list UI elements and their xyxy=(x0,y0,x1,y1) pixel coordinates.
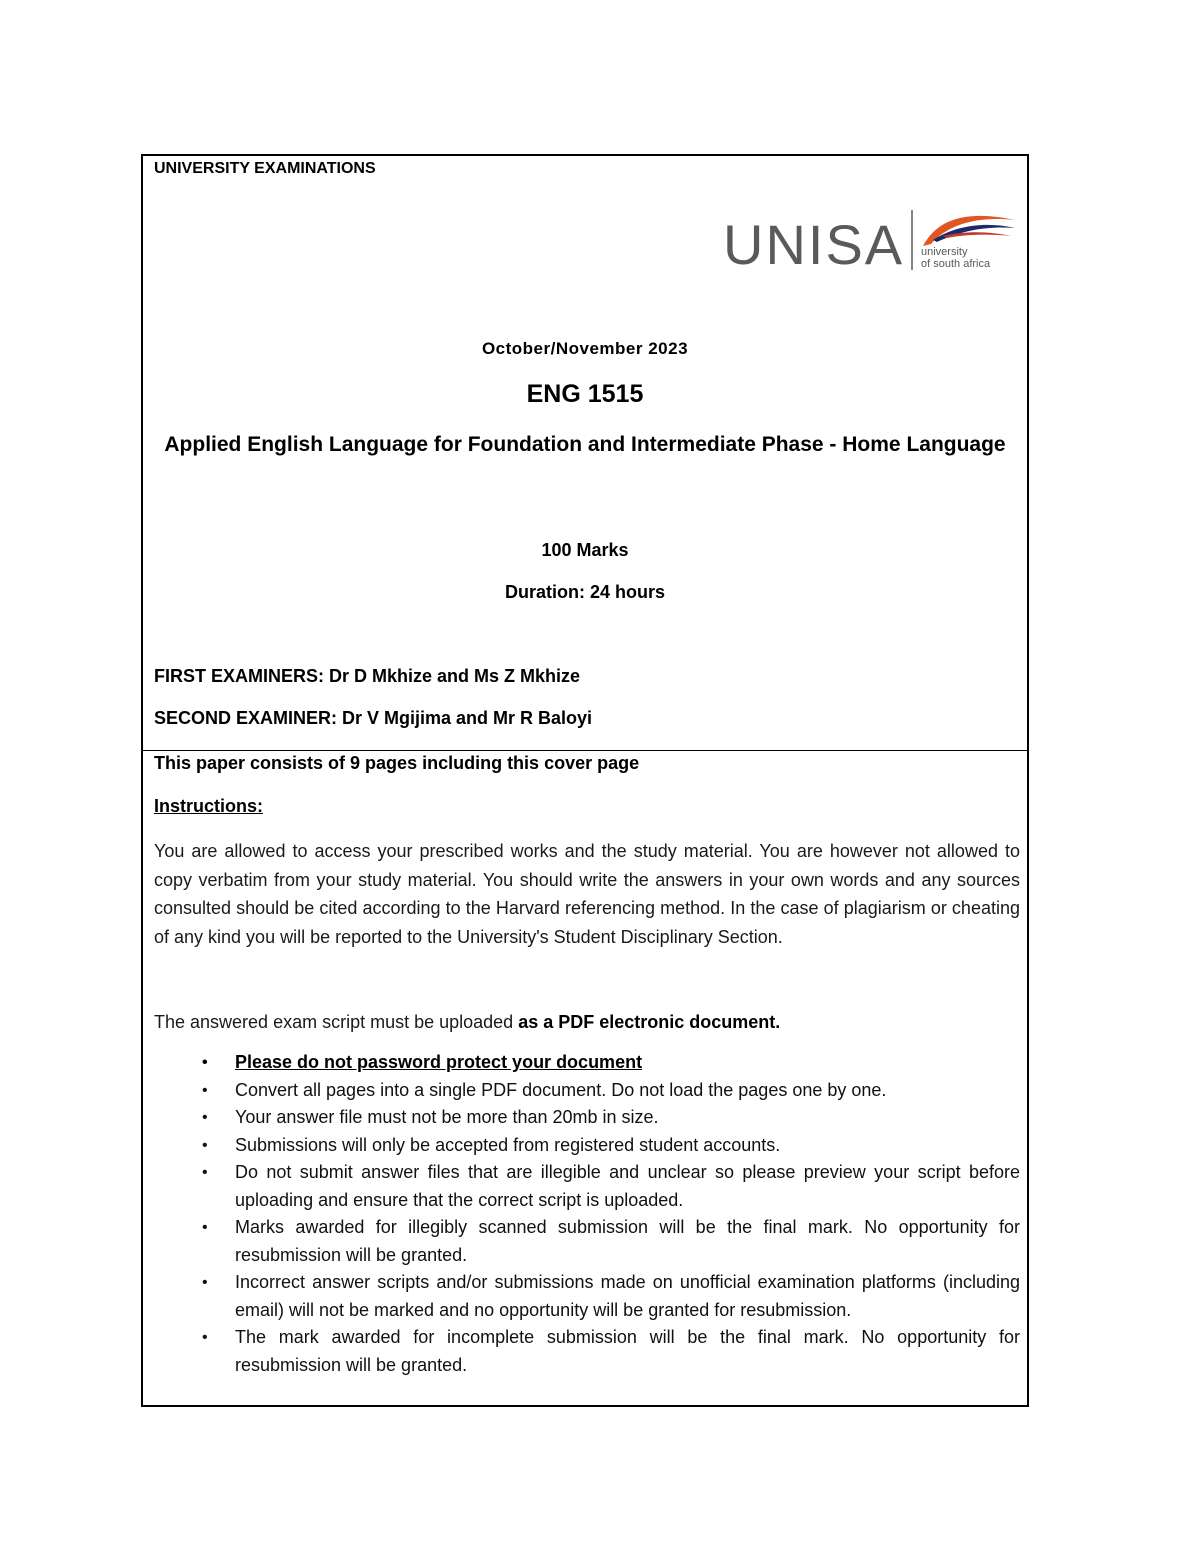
first-examiners-names: Dr D Mkhize and Ms Z Mkhize xyxy=(324,666,581,686)
bullet-icon: • xyxy=(202,1164,208,1181)
list-item: • The mark awarded for incomplete submission will be the final mark. No opportunity for resubmission will be granted. xyxy=(154,1324,1020,1379)
bullet-icon: • xyxy=(202,1109,208,1126)
bullet-icon: • xyxy=(202,1329,208,1346)
logo-line1: university xyxy=(921,246,968,258)
bullet-icon: • xyxy=(202,1274,208,1291)
list-item: • Please do not password protect your document xyxy=(154,1049,1020,1077)
first-examiners xyxy=(154,666,580,687)
exam-duration: Duration: 24 hours xyxy=(504,582,665,602)
list-item: • Incorrect answer scripts and/or submissions made on unofficial examination platforms (including email) will not be marked and no opportunity will be granted for resubmission. xyxy=(154,1269,1020,1324)
second-examiner-label: SECOND EXAMINER: xyxy=(154,708,338,728)
logo-wordmark: UNISA xyxy=(723,213,905,276)
list-item: • Submissions will only be accepted from registered student accounts. xyxy=(154,1132,1020,1160)
instructions-paragraph: You are allowed to access your prescribed works and the study material. You are however not allowed to copy verbatim from your study material. You should write the answers in your own words and any sources consulted should be cited according to the Harvard referencing method. In the case of plagiarism or cheating of any kind you will be reported to the University's Student Disciplinary Section. xyxy=(154,841,1020,947)
exam-session: October/November 2023 xyxy=(481,339,689,358)
list-item: • Convert all pages into a single PDF document. Do not load the pages one by one. xyxy=(154,1077,1020,1105)
unisa-logo xyxy=(723,206,1023,276)
instructions-heading: Instructions: xyxy=(154,796,264,816)
bullet-icon: • xyxy=(202,1054,208,1071)
instruction-bullets xyxy=(154,1049,1020,1379)
second-examiner xyxy=(154,708,592,729)
module-title: Applied English Language for Foundation and Intermediate Phase - Home Language xyxy=(164,433,1006,456)
upload-note xyxy=(154,1008,1020,1036)
exam-header: UNIVERSITY EXAMINATIONS xyxy=(154,160,376,177)
upload-note-prefix: The answered exam script must be uploaded xyxy=(154,1012,519,1032)
logo-line2: of south africa xyxy=(921,258,991,270)
page-count-note: This paper consists of 9 pages including this cover page xyxy=(154,753,640,773)
module-code: ENG 1515 xyxy=(526,380,644,408)
second-examiner-names: Dr V Mgijima and Mr R Baloyi xyxy=(337,708,593,728)
upload-note-bold: as a PDF electronic document. xyxy=(518,1012,781,1032)
cover-page-frame xyxy=(141,154,1029,1407)
bullet-icon: • xyxy=(202,1219,208,1236)
bullet-icon: • xyxy=(202,1136,208,1154)
first-examiners-label: FIRST EXAMINERS: xyxy=(154,666,325,686)
list-item: • Do not submit answer files that are illegible and unclear so please preview your script before uploading and ensure that the correct script is uploaded. xyxy=(154,1159,1020,1214)
list-item: • Marks awarded for illegibly scanned submission will be the final mark. No opportunity for resubmission will be granted. xyxy=(154,1214,1020,1269)
section-divider xyxy=(143,750,1027,751)
list-item: • Your answer file must not be more than 20mb in size. xyxy=(154,1104,1020,1132)
total-marks: 100 Marks xyxy=(541,540,629,560)
bullet-icon: • xyxy=(202,1081,208,1099)
